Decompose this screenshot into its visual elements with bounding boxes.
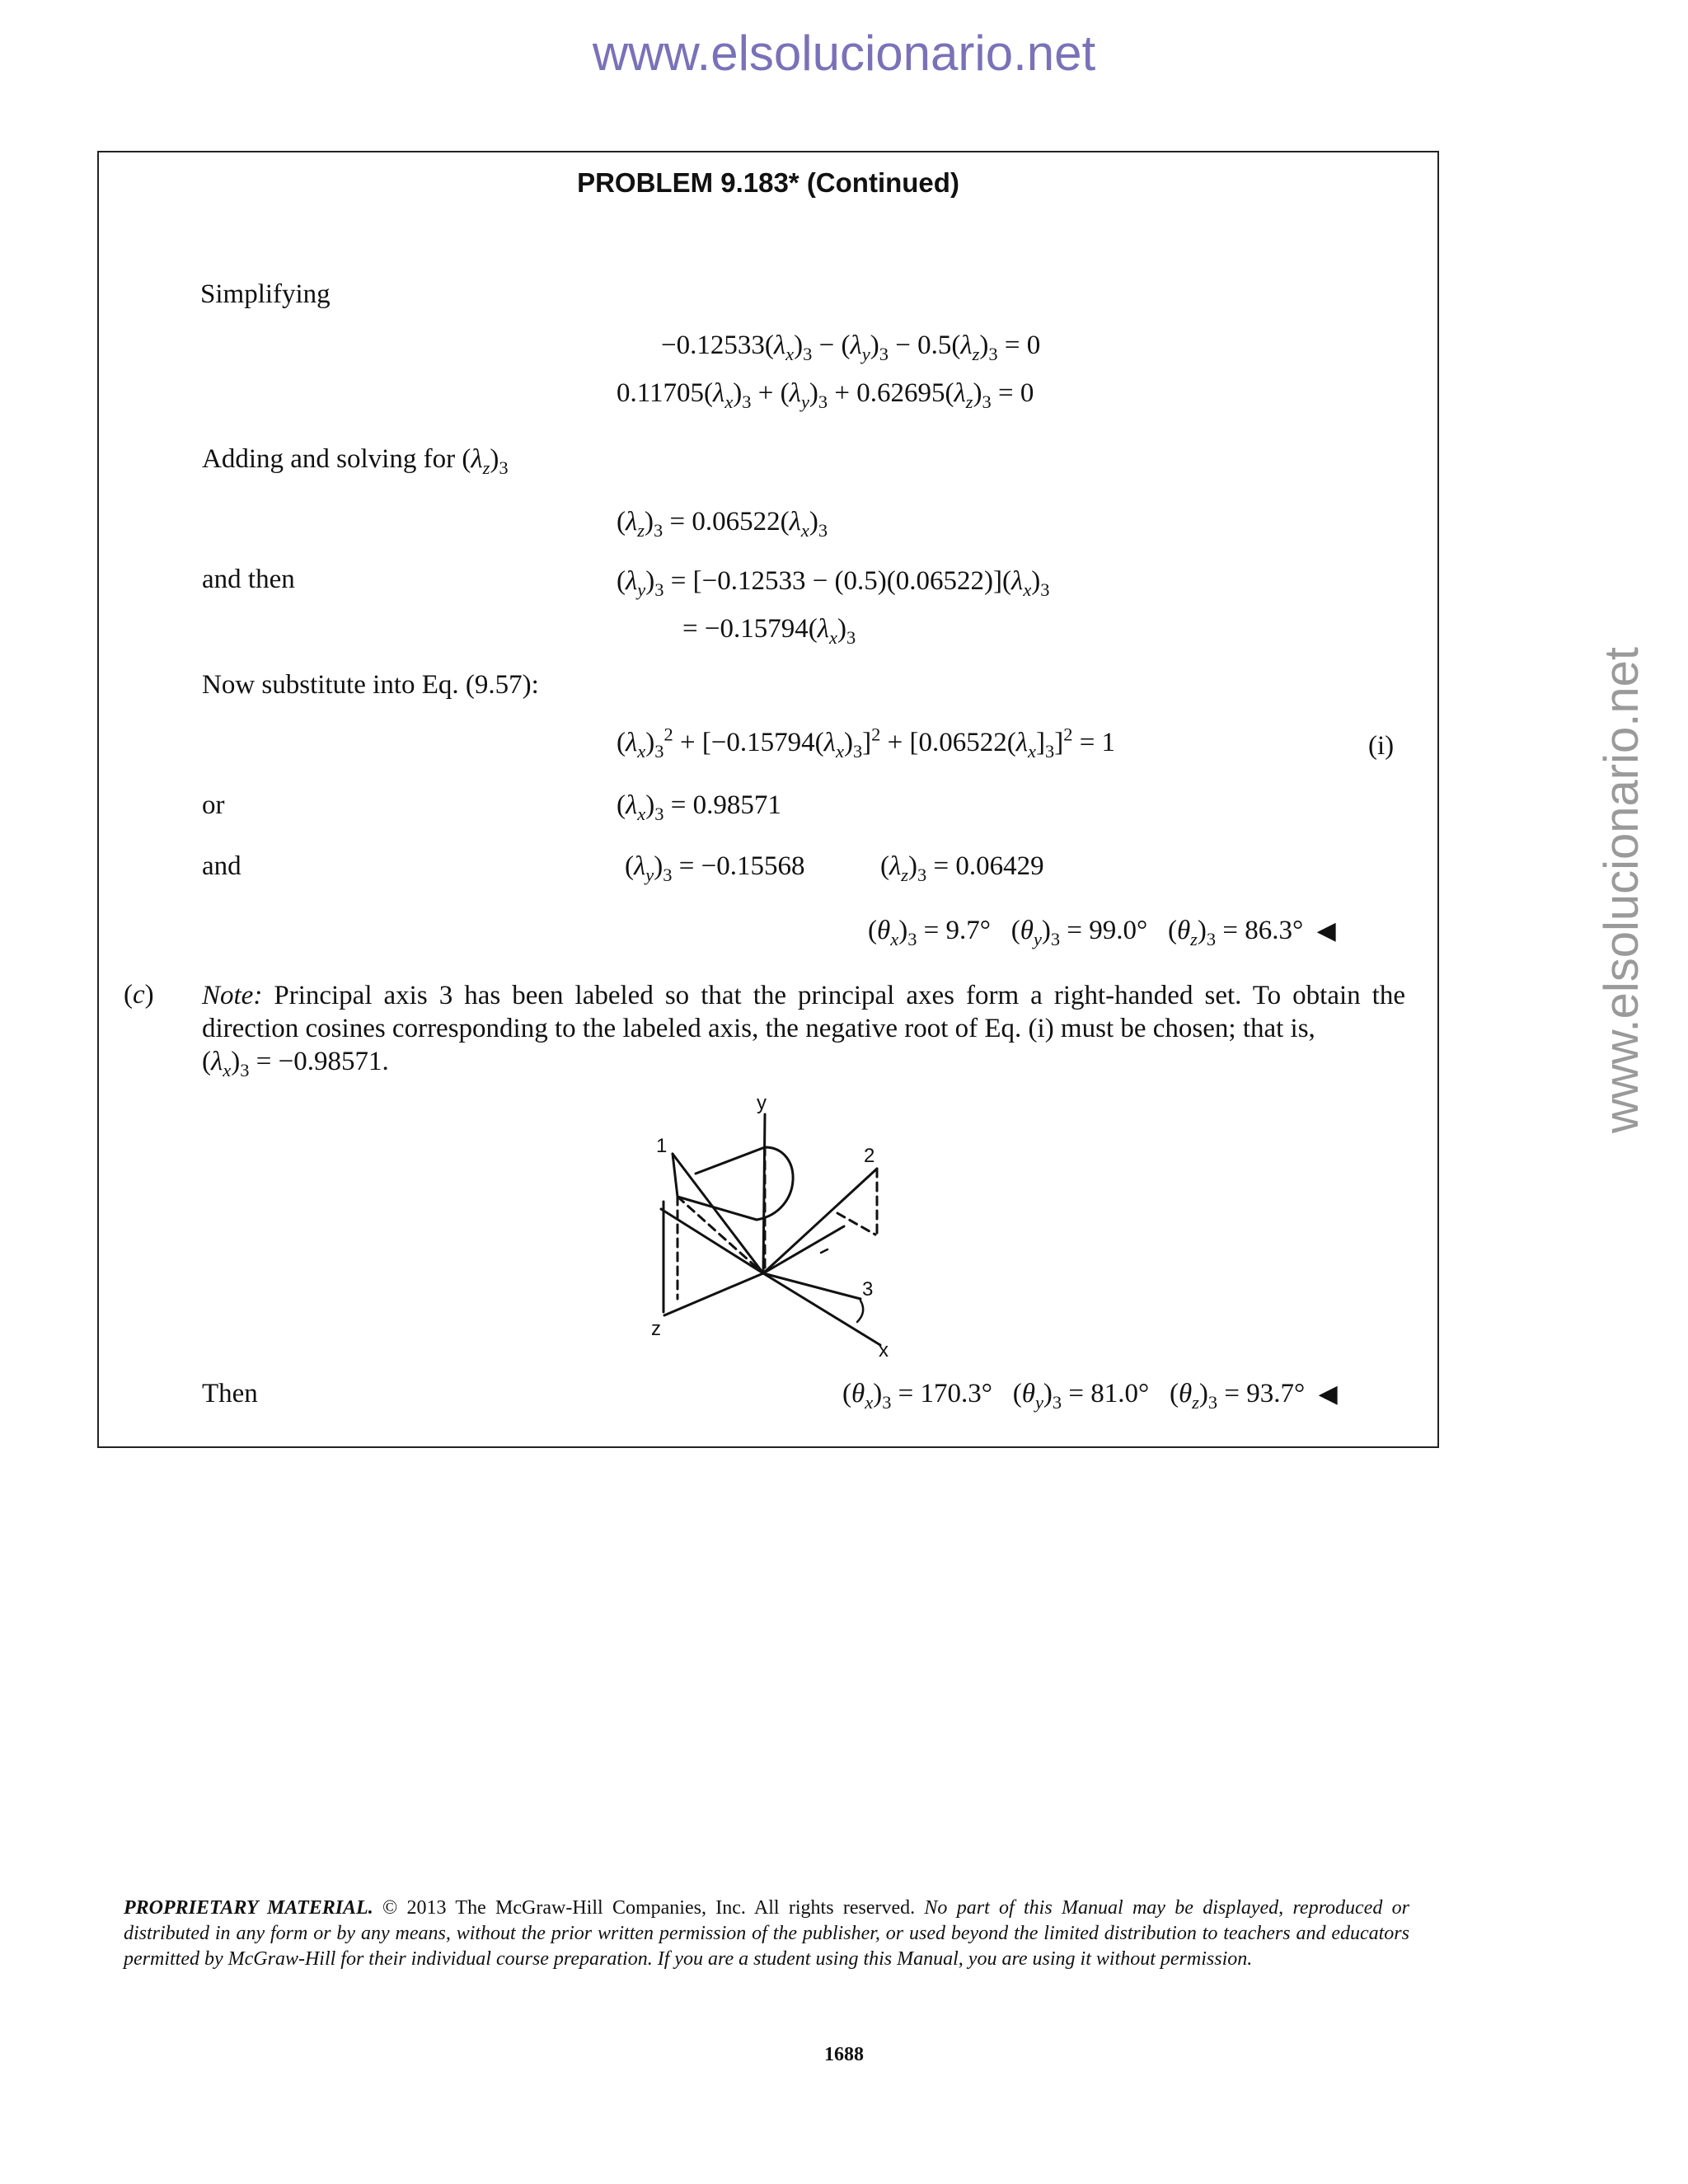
note-paragraph: Note: Principal axis 3 has been labeled so that the principal axes form a right-handed set. To obtain the direction cosines corresponding to the labeled axis, the negative root of Eq. (i) must be chosen; that is, $(\lambda_x)_3 = -0.98571$. xyxy=(202,981,1405,1080)
label-adding: Adding and solving for $(\lambda_z)_3$ xyxy=(202,444,509,478)
label-x-axis: x xyxy=(879,1339,889,1360)
answer-angles-2: $(\theta_x)_3 = 170.3^\circ$ $(\theta_y)_3 = 81.0^\circ$ $(\theta_z)_3 = 93.7^\circ$ ◀ xyxy=(842,1379,1338,1413)
top-edge-line xyxy=(696,1147,765,1174)
axis-3-line xyxy=(763,1273,860,1299)
note-text: Principal axis 3 has been labeled so that the principal axes form a right-handed set. To obtain the direction cosines corresponding to the labeled axis, the negative root of Eq. (i) must be chosen; that is, xyxy=(202,981,1405,1043)
part-c-label: (c) xyxy=(124,980,154,1010)
label-and-then: and then xyxy=(202,565,295,594)
equation-lx: $(\lambda_x)_3 = 0.98571$ xyxy=(617,790,781,824)
z-axis-line xyxy=(664,1273,763,1315)
footer-copyright xyxy=(124,1896,1409,1972)
equation-ly: $(\lambda_y)_3 = [-0.12533 - (0.5)(0.06522)](\lambda_x)_3$ xyxy=(617,566,1050,600)
projection-line xyxy=(763,1226,844,1273)
label-then: Then xyxy=(202,1379,258,1408)
label-axis-2: 2 xyxy=(864,1145,875,1167)
label-or: or xyxy=(202,790,225,820)
answer-angles-1: $(\theta_x)_3 = 9.7^\circ$ $(\theta_y)_3 = 99.0^\circ$ $(\theta_z)_3 = 86.3^\circ$ ◀ xyxy=(868,916,1336,949)
problem-title: PROBLEM 9.183* (Continued) xyxy=(577,167,959,198)
equation-tag-i: (i) xyxy=(1368,731,1395,761)
label-and: and xyxy=(202,851,241,881)
equation-lz-final: $(\lambda_z)_3 = 0.06429$ xyxy=(880,851,1044,885)
equation-substitution: $(\lambda_x)_3^2 + [-0.15794(\lambda_x)_3]^2 + [0.06522(\lambda_x]_3]^2 = 1$ xyxy=(617,724,1116,762)
watermark-side: www.elsolucionario.net xyxy=(1595,647,1648,1133)
axis-3-arc xyxy=(857,1301,863,1322)
tick-mark xyxy=(821,1249,828,1253)
equation-ly-result: = $-0.15794(\lambda_x)_3$ xyxy=(682,614,856,648)
principal-axes-diagram xyxy=(610,1088,907,1360)
footer-normal: © 2013 The McGraw-Hill Companies, Inc. All rights reserved. xyxy=(373,1897,925,1919)
equation-ly-final: $(\lambda_y)_3 = -0.15568$ xyxy=(625,851,805,885)
answer-marker: ◀ xyxy=(1316,917,1336,944)
label-z-axis: z xyxy=(651,1318,661,1340)
label-y-axis: y xyxy=(757,1092,767,1114)
equation-2: $0.11705(\lambda_x)_3 + (\lambda_y)_3 + 0.62695(\lambda_z)_3 = 0$ xyxy=(617,378,1034,412)
note-value: = −0.98571. xyxy=(249,1047,389,1076)
label-axis-1: 1 xyxy=(656,1135,668,1157)
equation-1: $-0.12533(\lambda_x)_3 - (\lambda_y)_3 - 0.5(\lambda_z)_3 = 0$ xyxy=(661,330,1041,364)
answer-marker-2: ◀ xyxy=(1318,1380,1338,1408)
footer-bold: PROPRIETARY MATERIAL. xyxy=(124,1897,373,1919)
note-label: Note: xyxy=(202,981,263,1010)
label-axis-3: 3 xyxy=(862,1278,874,1301)
equation-lz: $(\lambda_z)_3 = 0.06522(\lambda_x)_3$ xyxy=(617,507,828,541)
label-simplifying: Simplifying xyxy=(200,279,331,309)
page-number: 1688 xyxy=(824,2044,864,2065)
axis-2-line xyxy=(763,1169,877,1273)
dashed-right-diag xyxy=(837,1213,875,1235)
footer-italic: No part of this Manual may be displayed, reproduced or distributed in any form or by any means, without the prior written permission of the publisher, or used beyond the limited distribution to teachers and educators permitted by McGraw-Hill for their individual course preparation. If you are a student using this Manual, you are using it without permission. xyxy=(124,1897,1409,1970)
axis-1-line xyxy=(673,1154,763,1273)
label-now-substitute: Now substitute into Eq. (9.57): xyxy=(202,670,539,700)
watermark-top: www.elsolucionario.net xyxy=(592,26,1096,81)
arc-curve xyxy=(757,1147,793,1220)
